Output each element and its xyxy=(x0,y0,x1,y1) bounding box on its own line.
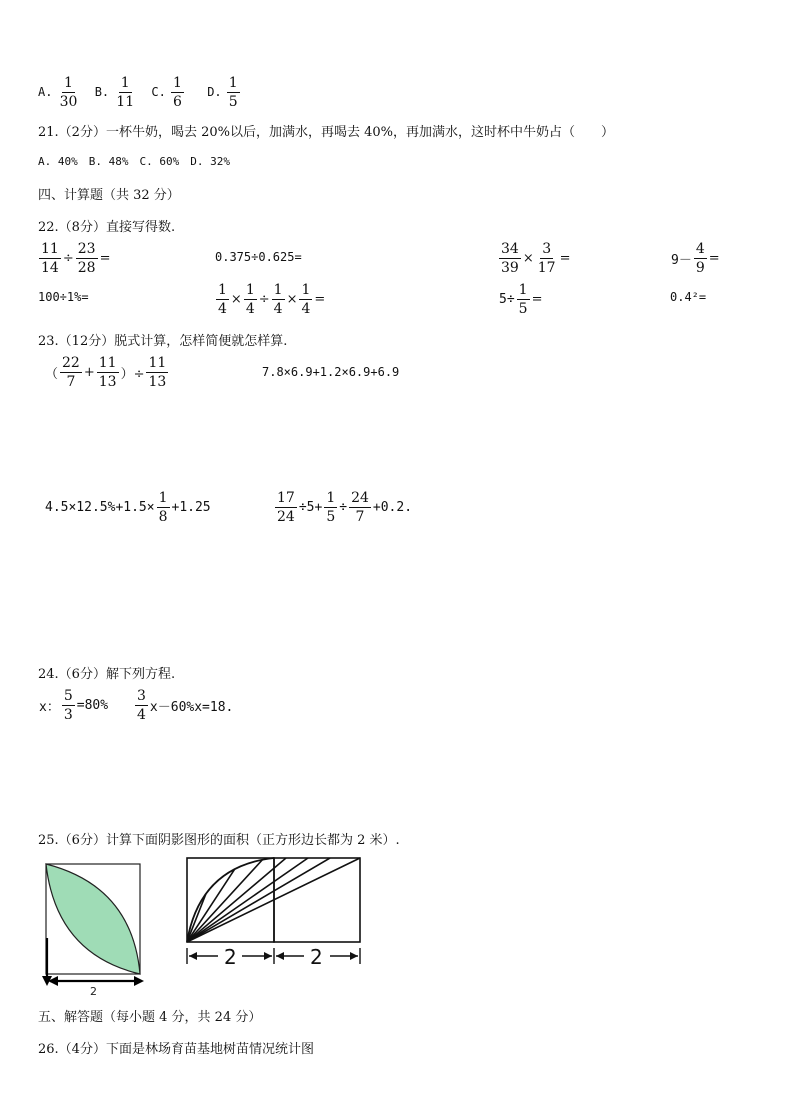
arrow-left-icon xyxy=(276,952,284,960)
hatch-lines xyxy=(187,858,330,942)
fraction: $\frac{1}{30}$ xyxy=(59,75,78,110)
q20-options xyxy=(38,76,241,109)
q22-item-1: $\frac{11}{14}$ ÷ $\frac{23}{28}$ = xyxy=(41,241,111,276)
q25-figure-leaf xyxy=(38,858,150,996)
q22-item-6: $\frac{1}{4}$ × $\frac{1}{4}$ ÷ $\frac{1}{4}$ × $\frac{1}{4}$ = xyxy=(218,282,326,317)
q23-expr-2: 7.8×6.9+1.2×6.9+6.9 xyxy=(262,365,400,379)
q22-item-2: 0.375÷0.625= xyxy=(215,250,302,264)
q22-item-8: 0.4²= xyxy=(670,290,707,304)
q25-title: 25.（6分）计算下面阴影图形的面积（正方形边长都为 2 米）. xyxy=(38,833,400,848)
q26-title: 26.（4分）下面是林场育苗基地树苗情况统计图 xyxy=(38,1042,314,1057)
figure-1-dimension-label: 2 xyxy=(90,985,97,996)
q24-equation-2: $\frac{3}{4}$ x－60%x=18. xyxy=(137,688,234,723)
q24-equation-1: x： $\frac{5}{3}$ =80% xyxy=(39,688,109,723)
q21-options: A. 40% B. 48% C. 60% D. 32% xyxy=(38,155,230,168)
q22-item-5: 100÷1%= xyxy=(38,290,89,304)
q20-option-b: B. $\frac{1}{11}$ xyxy=(94,75,135,110)
q25-figure-hatched xyxy=(180,852,366,972)
section-4-heading: 四、计算题（共 32 分） xyxy=(38,188,180,203)
q23-expr-3: 4.5×12.5%+1.5× $\frac{1}{8}$ +1.25 xyxy=(45,490,211,525)
q20-option-c: C. $\frac{1}{6}$ xyxy=(151,75,182,110)
q22-item-7: 5÷ $\frac{1}{5}$ = xyxy=(499,282,543,317)
q23-title: 23.（12分）脱式计算，怎样简便就怎样算. xyxy=(38,334,288,349)
arrow-right-icon xyxy=(350,952,358,960)
arrow-right-icon xyxy=(264,952,272,960)
q24-title: 24.（6分）解下列方程. xyxy=(38,667,176,682)
fraction: $\frac{1}{5}$ xyxy=(228,75,238,110)
arrow-right-icon xyxy=(134,976,144,986)
q22-item-4: 9－ $\frac{4}{9}$ = xyxy=(671,241,720,276)
square-right xyxy=(274,858,360,942)
fraction: $\frac{1}{11}$ xyxy=(116,75,135,110)
section-5-heading: 五、解答题（每小题 4 分，共 24 分） xyxy=(38,1010,262,1025)
figure-2-dimension-label-left: 2 xyxy=(224,945,237,969)
q22-item-3: $\frac{34}{39}$ × $\frac{3}{17}$ = xyxy=(501,241,571,276)
fraction: $\frac{1}{6}$ xyxy=(173,75,182,110)
q23-expr-4: $\frac{17}{24}$ ÷5+ $\frac{1}{5}$ ÷ $\frac{24}{7}$ +0.2. xyxy=(277,490,413,525)
q20-option-d: D. $\frac{1}{5}$ xyxy=(207,75,238,110)
q23-expr-1: （ $\frac{22}{7}$ + $\frac{11}{13}$ ）÷ $\frac{11}{13}$ xyxy=(45,355,167,390)
arrow-left-icon xyxy=(189,952,197,960)
figure-2-dimension-label-right: 2 xyxy=(310,945,323,969)
quarter-arc xyxy=(187,858,274,942)
q20-option-a: A. $\frac{1}{30}$ xyxy=(38,75,78,110)
q22-title: 22.（8分）直接写得数. xyxy=(38,220,176,235)
q21-question: 21.（2分）一杯牛奶，喝去 20%以后，加满水，再喝去 40%，再加满水，这时杯中牛奶占（ ） xyxy=(38,125,614,140)
